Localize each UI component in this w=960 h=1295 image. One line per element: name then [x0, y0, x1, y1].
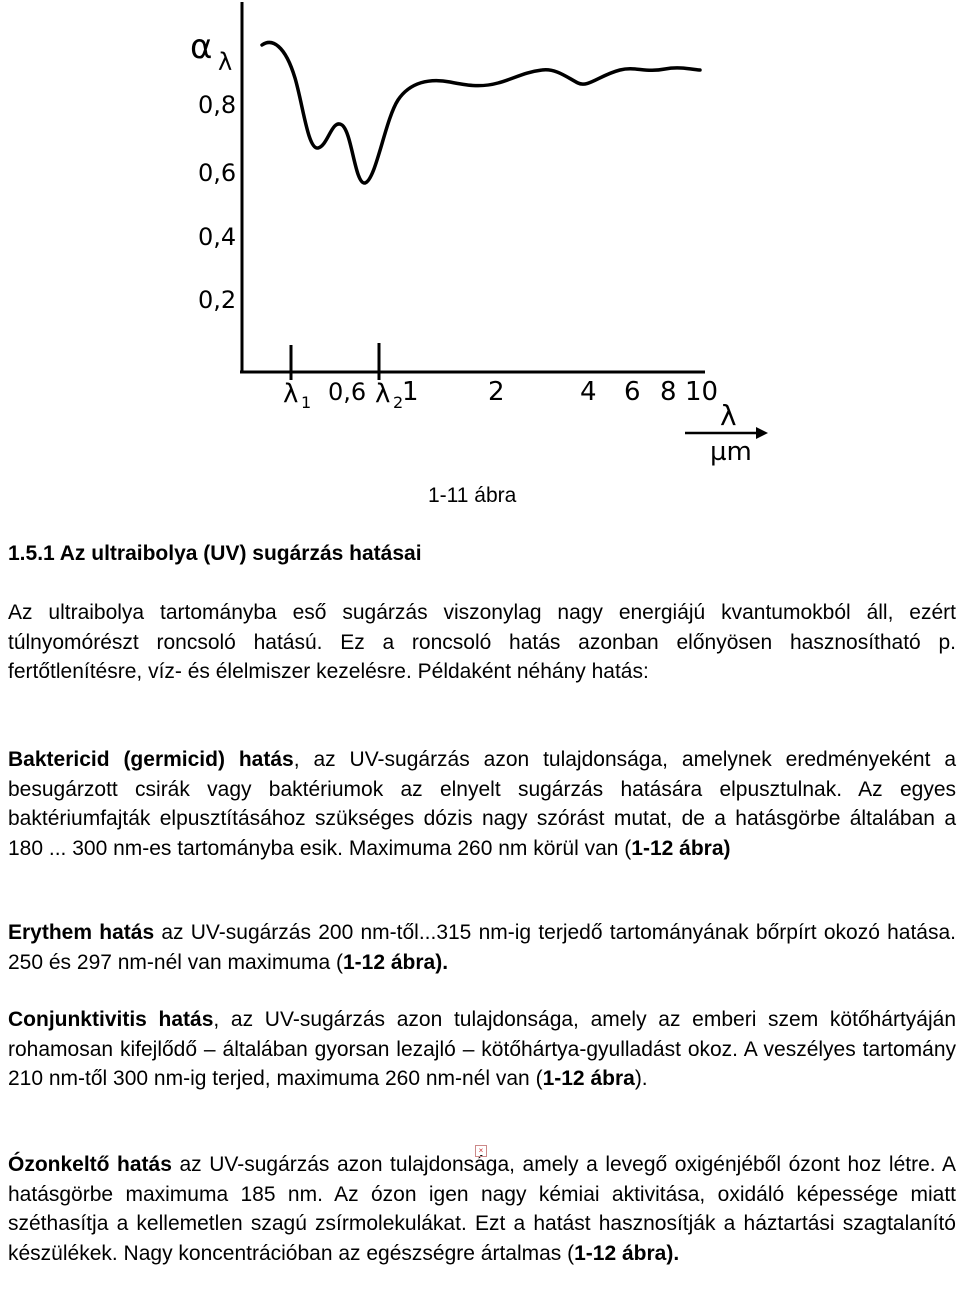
x-tick-label: 1: [402, 377, 419, 407]
conjunktivitis-end: ).: [634, 1067, 648, 1090]
absorption-curve-plot: [180, 0, 780, 480]
broken-image-icon: ×: [475, 1145, 487, 1157]
x-marker-lambda2-sub: 2: [393, 393, 404, 412]
x-tick-label: 4: [580, 377, 597, 407]
absorption-curve: [262, 43, 700, 184]
bactericid-paragraph: [8, 745, 956, 863]
intro-paragraph: [8, 598, 956, 687]
ozone-paragraph: [8, 1150, 956, 1268]
arrow-right-icon: [756, 427, 768, 439]
x-tick-label: 8: [660, 377, 677, 407]
erythem-figure-ref: 1-12 ábra).: [343, 950, 449, 974]
intro-text: Az ultraibolya tartományba eső sugárzás viszonylag nagy energiájú kvantumokból áll, ezért túlnyomórészt roncsoló hatású. Ez a roncsoló hatás azonban előnyösen hasznosítható p. fertőtlenítésre, víz- és élelmiszer kezelésre. Példaként néhány hatás:: [8, 601, 956, 683]
bactericid-text: , az UV-sugárzás azon tulajdonsága, amelynek eredményeként a besugárzott csirák vagy baktériumok az elnyelt sugárzás hatására elpusztulnak. Az egyes baktériumfajták elpusztításához szükséges dózis nagy szórást mutat, de a hatásgörbe általában a 180 ... 300 nm-es tartományba esik. Maximuma 260 nm körül van (: [8, 748, 956, 860]
x-axis-unit: µm: [710, 437, 752, 467]
erythem-term: Erythem hatás: [8, 921, 155, 944]
ozone-text: az UV-sugárzás azon tulajdonsága, amely a levegő oxigénjéből ózont hoz létre. A hatásgörbe maximuma 185 nm. Az ózon igen nagy kémiai aktivitása, oxidáló képessége miatt széthasítja a kellemetlen szagú zsírmolekulákat. Ezt a hatást hasznosítják a háztartási szagtalanító készülékek. Nagy koncentrációban az egészségre ártalmas (: [8, 1153, 956, 1265]
figure-caption: 1-11 ábra: [428, 484, 517, 507]
ozone-term: Ózonkeltő hatás: [8, 1153, 172, 1176]
x-axis-symbol: λ: [720, 399, 737, 432]
bactericid-term: Baktericid (germicid) hatás: [8, 748, 294, 771]
section-heading: 1.5.1 Az ultraibolya (UV) sugárzás hatásai: [8, 542, 422, 565]
erythem-text: az UV-sugárzás 200 nm-től...315 nm-ig terjedő tartományának bőrpírt okozó hatása. 250 és 297 nm-nél van maximuma (: [8, 921, 956, 974]
x-marker-lambda1: λ: [283, 379, 299, 409]
x-marker-06: 0,6: [328, 378, 367, 406]
x-tick-label: 2: [488, 377, 505, 407]
conjunktivitis-figure-ref: 1-12 ábra: [542, 1067, 635, 1090]
y-tick-label: 0,4: [198, 223, 237, 251]
y-tick-label: 0,6: [198, 159, 237, 187]
bactericid-figure-ref: 1-12 ábra): [631, 836, 731, 860]
conjunktivitis-term: Conjunktivitis hatás: [8, 1008, 214, 1031]
y-axis-symbol: α: [190, 27, 213, 67]
erythem-paragraph: [8, 918, 956, 977]
y-tick-label: 0,2: [198, 286, 237, 314]
conjunktivitis-paragraph: [8, 1005, 956, 1094]
x-tick-label: 10: [685, 377, 719, 407]
conjunktivitis-text: , az UV-sugárzás azon tulajdonsága, amely az emberi szem kötőhártyáján rohamosan kifejlődő – általában gyorsan lezajló – kötőhártya-gyulladást okoz. A veszélyes tartomány 210 nm-től 300 nm-ig terjed, maximuma 260 nm-nél van (: [8, 1008, 957, 1090]
absorption-curve-figure: [180, 0, 780, 480]
x-tick-label: 6: [624, 377, 641, 407]
x-marker-lambda2: λ: [375, 379, 391, 409]
y-tick-label: 0,8: [198, 91, 237, 119]
y-axis-subscript: λ: [218, 48, 233, 76]
x-marker-lambda1-sub: 1: [301, 393, 312, 412]
ozone-figure-ref: 1-12 ábra).: [574, 1241, 680, 1265]
